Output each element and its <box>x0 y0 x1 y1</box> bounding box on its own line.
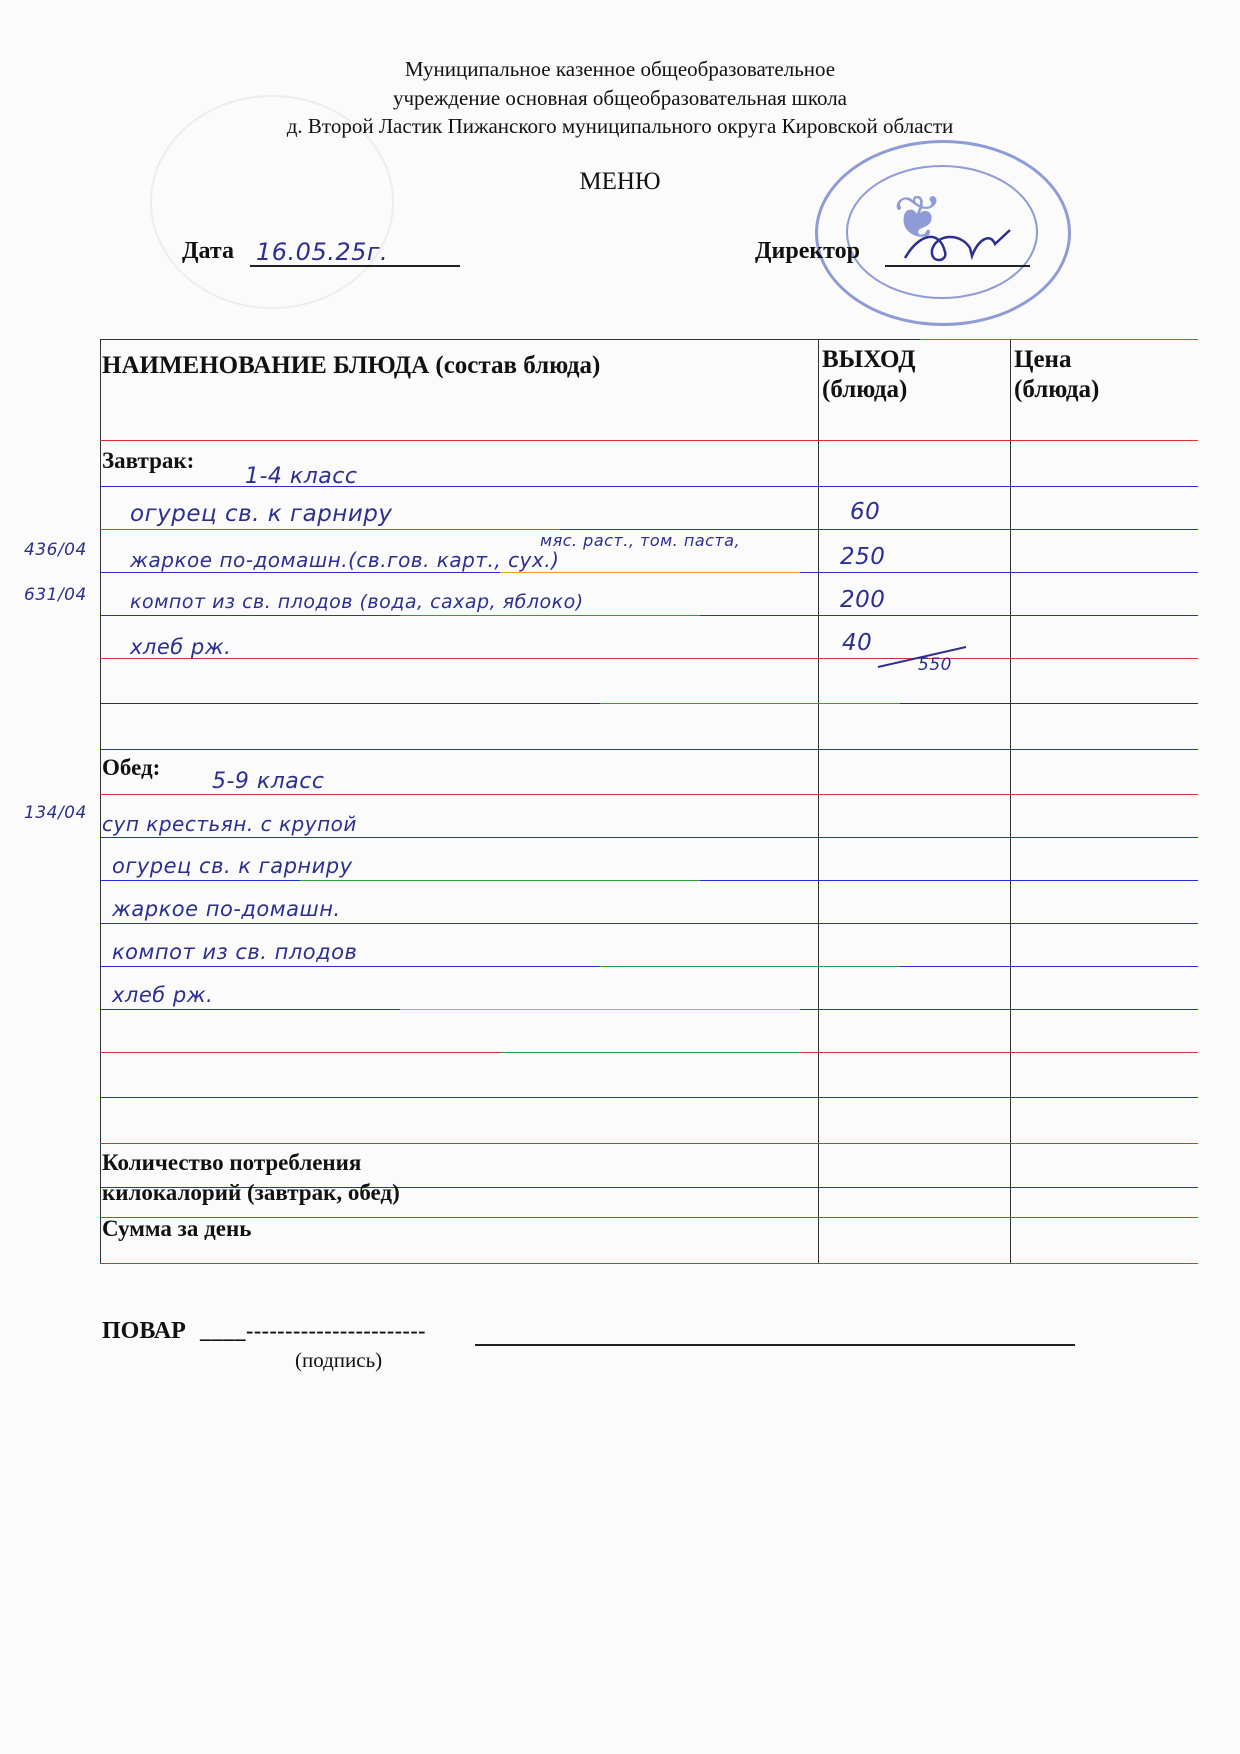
lunch-dish-2: огурец св. к гарниру <box>112 854 353 878</box>
kcal-label-line-1: Количество потребления <box>102 1150 362 1175</box>
breakfast-dish-3: компот из св. плодов (вода, сахар, яблоко) <box>130 591 584 613</box>
signature-caption: (подпись) <box>295 1348 383 1372</box>
column-header-output-1: ВЫХОД <box>822 346 916 373</box>
breakfast-dish-4-output: 40 <box>842 630 873 656</box>
org-name-line-3: д. Второй Ластик Пижанского муниципального округа Кировской области <box>286 114 954 138</box>
breakfast-dish-4: хлеб рж. <box>130 635 232 659</box>
emblem-icon: ❦ <box>893 185 944 251</box>
lunch-dish-4: компот из св. плодов <box>112 940 358 964</box>
breakfast-class-group: 1-4 класс <box>245 464 358 489</box>
cook-label: ПОВАР <box>102 1318 186 1344</box>
column-header-output-2: (блюда) <box>822 376 908 403</box>
breakfast-dish-2-note: мяс. раст., том. паста, <box>540 531 741 550</box>
org-name-line-1: Муниципальное казенное общеобразовательное <box>404 57 836 81</box>
breakfast-total-output: 550 <box>918 655 952 675</box>
cook-dashes: ____----------------------- <box>200 1318 427 1343</box>
column-header-name: НАИМЕНОВАНИЕ БЛЮДА (состав блюда) <box>102 352 601 379</box>
lunch-label: Обед: <box>102 755 161 780</box>
column-header-price-1: Цена <box>1014 346 1072 373</box>
breakfast-dish-1-output: 60 <box>850 499 881 525</box>
director-signature <box>900 222 1020 270</box>
lunch-dish-1: суп крестьян. с крупой <box>102 812 357 836</box>
date-label: Дата <box>182 238 234 264</box>
day-sum-label: Сумма за день <box>102 1216 252 1241</box>
column-header-price-2: (блюда) <box>1014 376 1100 403</box>
lunch-dish-5: хлеб рж. <box>112 983 214 1007</box>
director-label: Директор <box>755 238 860 264</box>
recipe-code-631: 631/04 <box>24 585 87 605</box>
total-strike-mark <box>876 643 976 673</box>
kcal-label-line-2: килокалорий (завтрак, обед) <box>102 1180 400 1205</box>
page-title: МЕНЮ <box>579 168 661 195</box>
recipe-code-134: 134/04 <box>24 803 87 823</box>
lunch-dish-3: жаркое по-домашн. <box>112 897 341 921</box>
date-value: 16.05.25г. <box>256 238 389 266</box>
breakfast-label: Завтрак: <box>102 448 195 473</box>
breakfast-dish-3-output: 200 <box>840 587 886 613</box>
breakfast-dish-1: огурец св. к гарниру <box>130 501 393 527</box>
org-name-line-2: учреждение основная общеобразовательная школа <box>392 86 848 110</box>
menu-table <box>100 339 1198 1264</box>
cook-signature-line <box>475 1344 1075 1346</box>
recipe-code-436: 436/04 <box>24 540 87 560</box>
breakfast-dish-2: жаркое по-домашн.(св.гов. карт., сух.) <box>130 548 560 572</box>
breakfast-dish-2-output: 250 <box>840 544 886 570</box>
lunch-class-group: 5-9 класс <box>212 769 325 794</box>
